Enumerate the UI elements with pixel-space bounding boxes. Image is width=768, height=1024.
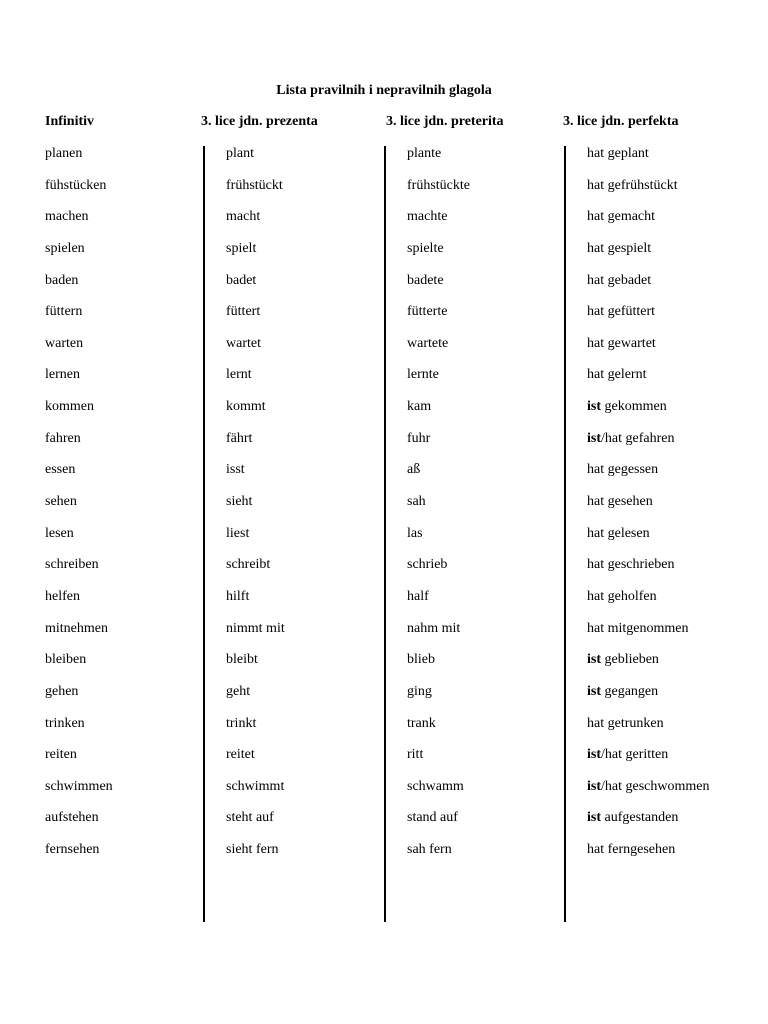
participle: geschrieben <box>604 557 675 573</box>
preterit-cell: fuhr <box>407 430 431 446</box>
auxiliary-verb: hat <box>587 494 605 510</box>
prezent-cell: kommt <box>226 399 266 415</box>
preterit-cell: sah fern <box>407 842 452 858</box>
participle: /hat geschwommen <box>601 778 710 794</box>
column-divider-3 <box>564 146 566 922</box>
participle: gegangen <box>601 683 659 699</box>
infinitiv-cell: baden <box>45 272 79 288</box>
auxiliary-verb: ist <box>587 430 601 446</box>
auxiliary-verb: hat <box>587 842 605 858</box>
auxiliary-verb: hat <box>587 588 605 604</box>
perfekt-cell <box>587 743 709 775</box>
column-perfekt <box>587 142 709 870</box>
header-perfekt: 3. lice jdn. perfekta <box>563 114 679 129</box>
infinitiv-cell: reiten <box>45 747 77 763</box>
prezent-cell: geht <box>226 683 251 699</box>
infinitiv-cell: trinken <box>45 715 85 731</box>
infinitiv-cell: füttern <box>45 304 83 320</box>
prezent-cell: liest <box>226 525 250 541</box>
participle: mitgenommen <box>604 620 689 636</box>
participle: gebadet <box>604 272 652 288</box>
perfekt-cell <box>587 332 709 364</box>
auxiliary-verb: hat <box>587 557 605 573</box>
infinitiv-cell: lernen <box>45 367 80 383</box>
auxiliary-verb: hat <box>587 715 605 731</box>
preterit-cell: sah <box>407 494 426 510</box>
preterit-cell: half <box>407 588 429 604</box>
perfekt-cell <box>587 205 709 237</box>
perfekt-cell <box>587 142 709 174</box>
infinitiv-cell: fernsehen <box>45 842 100 858</box>
auxiliary-verb: hat <box>587 367 605 383</box>
infinitiv-cell: fühstücken <box>45 177 107 193</box>
prezent-cell: steht auf <box>226 810 274 826</box>
preterit-cell: spielte <box>407 240 444 256</box>
column-divider-1 <box>203 146 205 922</box>
auxiliary-verb: hat <box>587 209 605 225</box>
auxiliary-verb: hat <box>587 240 605 256</box>
auxiliary-verb: ist <box>587 778 601 794</box>
preterit-cell: blieb <box>407 652 435 668</box>
participle: getrunken <box>604 715 664 731</box>
perfekt-cell <box>587 585 709 617</box>
prezent-cell: badet <box>226 272 257 288</box>
perfekt-cell <box>587 395 709 427</box>
prezent-cell: trinkt <box>226 715 257 731</box>
auxiliary-verb: hat <box>587 525 605 541</box>
prezent-cell: bleibt <box>226 652 258 668</box>
prezent-cell: spielt <box>226 240 257 256</box>
perfekt-cell <box>587 174 709 206</box>
column-preterit <box>407 142 470 870</box>
preterit-cell: fütterte <box>407 304 448 320</box>
prezent-cell: reitet <box>226 747 255 763</box>
column-prezent <box>226 142 285 870</box>
perfekt-cell <box>587 712 709 744</box>
prezent-cell: lernt <box>226 367 252 383</box>
auxiliary-verb: hat <box>587 335 605 351</box>
prezent-cell: nimmt mit <box>226 620 285 636</box>
participle: gemacht <box>604 209 656 225</box>
preterit-cell: stand auf <box>407 810 458 826</box>
perfekt-cell <box>587 363 709 395</box>
preterit-cell: badete <box>407 272 444 288</box>
page-title: Lista pravilnih i nepravilnih glagola <box>276 83 492 98</box>
infinitiv-cell: essen <box>45 462 76 478</box>
auxiliary-verb: hat <box>587 177 605 193</box>
perfekt-cell <box>587 838 709 870</box>
preterit-cell: ritt <box>407 747 424 763</box>
participle: ferngesehen <box>604 842 676 858</box>
perfekt-cell <box>587 648 709 680</box>
prezent-cell: frühstückt <box>226 177 283 193</box>
participle: gelernt <box>604 367 647 383</box>
infinitiv-cell: planen <box>45 146 83 161</box>
perfekt-cell <box>587 269 709 301</box>
infinitiv-cell: sehen <box>45 494 77 510</box>
participle: geholfen <box>604 588 657 604</box>
auxiliary-verb: ist <box>587 399 601 415</box>
header-infinitiv: Infinitiv <box>45 114 95 129</box>
participle: gespielt <box>604 240 652 256</box>
preterit-cell: machte <box>407 209 448 225</box>
auxiliary-verb: hat <box>587 272 605 288</box>
auxiliary-verb: hat <box>587 304 605 320</box>
infinitiv-cell: kommen <box>45 399 94 415</box>
perfekt-cell <box>587 427 709 459</box>
preterit-cell: plante <box>407 146 442 161</box>
auxiliary-verb: hat <box>587 146 605 161</box>
preterit-cell: ging <box>407 683 432 699</box>
prezent-cell: füttert <box>226 304 261 320</box>
preterit-cell: las <box>407 525 423 541</box>
header-preterit: 3. lice jdn. preterita <box>386 114 504 129</box>
preterit-cell: lernte <box>407 367 439 383</box>
preterit-cell: schrieb <box>407 557 448 573</box>
perfekt-cell <box>587 237 709 269</box>
infinitiv-cell: mitnehmen <box>45 620 108 636</box>
infinitiv-cell: schwimmen <box>45 778 113 794</box>
prezent-cell: fährt <box>226 430 253 446</box>
infinitiv-cell: spielen <box>45 240 85 256</box>
participle: gegessen <box>604 462 659 478</box>
preterit-cell: trank <box>407 715 436 731</box>
participle: gelesen <box>604 525 650 541</box>
preterit-cell: nahm mit <box>407 620 461 636</box>
perfekt-cell <box>587 300 709 332</box>
auxiliary-verb: ist <box>587 810 601 826</box>
prezent-cell: sieht fern <box>226 842 279 858</box>
prezent-cell: hilft <box>226 588 250 604</box>
prezent-cell: schreibt <box>226 557 271 573</box>
prezent-cell: schwimmt <box>226 778 285 794</box>
preterit-cell: kam <box>407 399 432 415</box>
auxiliary-verb: hat <box>587 620 605 636</box>
perfekt-cell <box>587 553 709 585</box>
participle: geplant <box>604 146 649 161</box>
infinitiv-cell: gehen <box>45 683 79 699</box>
participle: geblieben <box>601 652 659 668</box>
prezent-cell: isst <box>226 462 245 478</box>
preterit-cell: aß <box>407 462 421 478</box>
infinitiv-cell: warten <box>45 335 84 351</box>
auxiliary-verb: ist <box>587 747 601 763</box>
column-infinitiv <box>45 142 113 870</box>
auxiliary-verb: hat <box>587 462 605 478</box>
infinitiv-cell: bleiben <box>45 652 87 668</box>
auxiliary-verb: ist <box>587 652 601 668</box>
participle: gewartet <box>604 335 656 351</box>
column-divider-2 <box>384 146 386 922</box>
perfekt-cell <box>587 775 709 807</box>
prezent-cell: plant <box>226 146 254 161</box>
perfekt-cell <box>587 806 709 838</box>
prezent-cell: wartet <box>226 335 261 351</box>
perfekt-cell <box>587 458 709 490</box>
infinitiv-cell: fahren <box>45 430 81 446</box>
prezent-cell: sieht <box>226 494 253 510</box>
perfekt-cell <box>587 490 709 522</box>
infinitiv-cell: aufstehen <box>45 810 99 826</box>
infinitiv-cell: machen <box>45 209 89 225</box>
infinitiv-cell: helfen <box>45 588 80 604</box>
perfekt-cell <box>587 617 709 649</box>
participle: gefüttert <box>604 304 656 320</box>
participle: gefrühstückt <box>604 177 678 193</box>
perfekt-cell <box>587 522 709 554</box>
participle: /hat gefahren <box>601 430 675 446</box>
participle: gesehen <box>604 494 653 510</box>
perfekt-cell <box>587 680 709 712</box>
participle: aufgestanden <box>601 810 679 826</box>
preterit-cell: frühstückte <box>407 177 470 193</box>
prezent-cell: macht <box>226 209 261 225</box>
participle: /hat geritten <box>601 747 669 763</box>
infinitiv-cell: schreiben <box>45 557 99 573</box>
auxiliary-verb: ist <box>587 683 601 699</box>
header-prezent: 3. lice jdn. prezenta <box>201 114 318 129</box>
preterit-cell: wartete <box>407 335 449 351</box>
participle: gekommen <box>601 399 667 415</box>
preterit-cell: schwamm <box>407 778 464 794</box>
infinitiv-cell: lesen <box>45 525 74 541</box>
